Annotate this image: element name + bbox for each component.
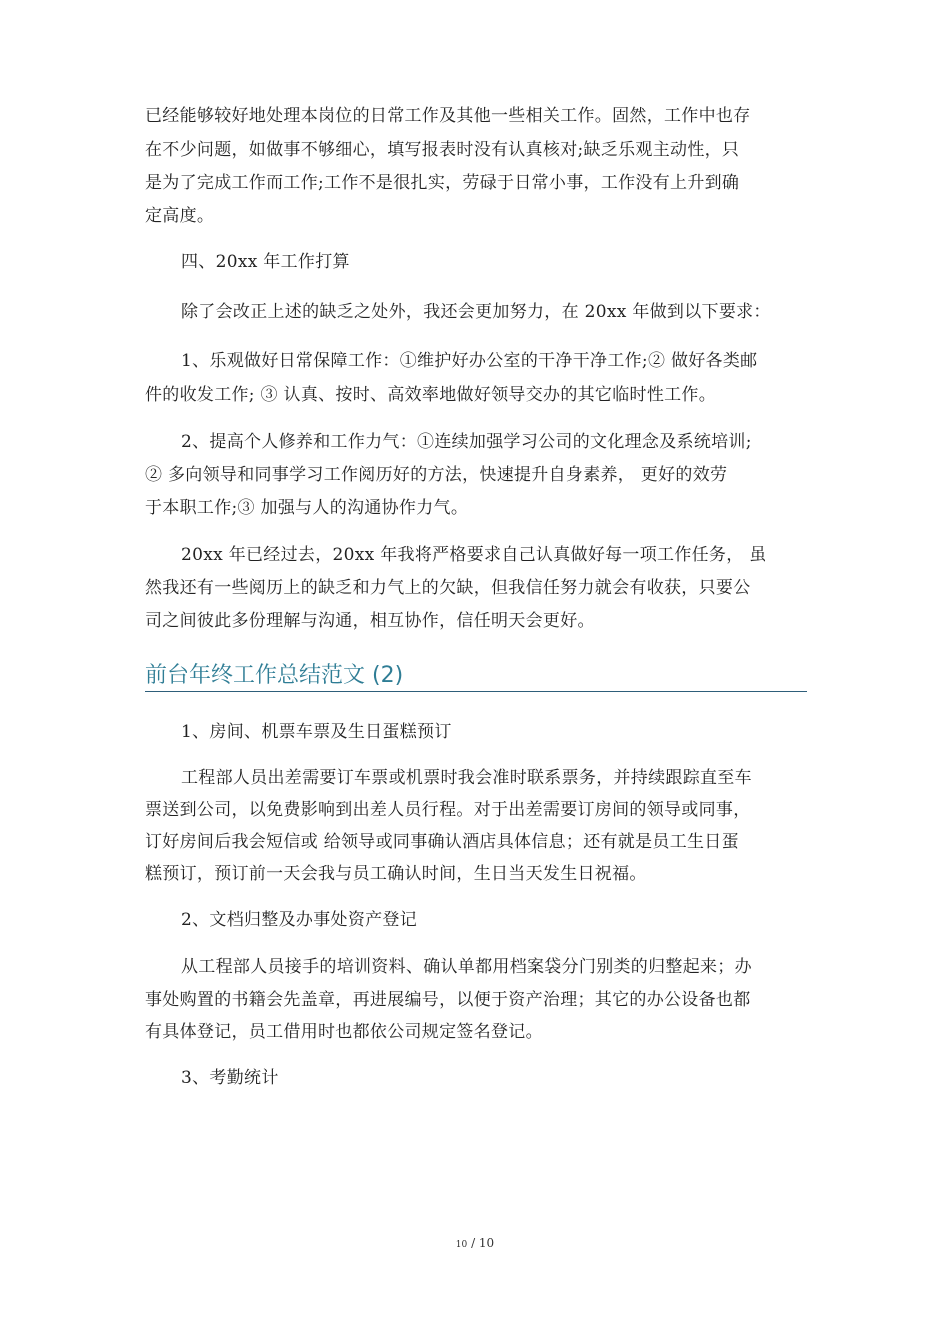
paragraph-line: 工程部人员出差需要订车票或机票时我会准时联系票务，并持续跟踪直至车 — [181, 768, 752, 788]
paragraph-line: 司之间彼此多份理解与沟通，相互协作，信任明天会更好。 — [145, 611, 595, 631]
subheading-attendance: 3、考勤统计 — [181, 1068, 279, 1088]
paragraph-line: ② 多向领导和同事学习工作阅历好的方法，快速提升自身素养， 更好的效劳 — [145, 465, 728, 485]
paragraph-line: 有具体登记，员工借用时也都依公司规定签名登记。 — [145, 1022, 543, 1042]
section-title-text: 前台年终工作总结范文 (2) — [145, 663, 404, 688]
page-separator: / — [467, 1236, 479, 1250]
paragraph-line: 定高度。 — [145, 206, 215, 226]
paragraph-line: 事处购置的书籍会先盖章，再进展编号，以便于资产治理；其它的办公设备也都 — [145, 990, 751, 1010]
paragraph-line: 2、提高个人修养和工作力气：①连续加强学习公司的文化理念及系统培训; — [181, 432, 752, 452]
paragraph-line: 然我还有一些阅历上的缺乏和力气上的欠缺，但我信任努力就会有收获，只要公 — [145, 578, 751, 598]
paragraph-line: 已经能够较好地处理本岗位的日常工作及其他一些相关工作。固然，工作中也存 — [145, 106, 751, 126]
page-current: 10 — [455, 1240, 468, 1250]
paragraph-line: 20xx 年已经过去，20xx 年我将严格要求自己认真做好每一项工作任务， 虽 — [181, 545, 767, 565]
page-number — [0, 1236, 950, 1250]
paragraph-line: 除了会改正上述的缺乏之处外，我还会更加努力，在 20xx 年做到以下要求： — [181, 302, 771, 322]
paragraph-line: 订好房间后我会短信或 给领导或同事确认酒店具体信息；还有就是员工生日蛋 — [145, 832, 739, 852]
paragraph-line: 1、乐观做好日常保障工作：①维护好办公室的干净干净工作;② 做好各类邮 — [181, 351, 758, 371]
paragraph-line: 糕预订，预订前一天会我与员工确认时间，生日当天发生日祝福。 — [145, 864, 647, 884]
paragraph-line: 在不少问题，如做事不够细心，填写报表时没有认真核对;缺乏乐观主动性，只 — [145, 140, 740, 160]
section-title — [145, 663, 807, 692]
page-total: 10 — [478, 1236, 495, 1250]
paragraph-line: 票送到公司，以免费影响到出差人员行程。对于出差需要订房间的领导或同事， — [145, 800, 751, 820]
subheading-booking: 1、房间、机票车票及生日蛋糕预订 — [181, 722, 452, 742]
subheading-documents: 2、文档归整及办事处资产登记 — [181, 910, 418, 930]
paragraph-line: 是为了完成工作而工作;工作不是很扎实，劳碌于日常小事，工作没有上升到确 — [145, 173, 740, 193]
paragraph-line: 于本职工作;③ 加强与人的沟通协作力气。 — [145, 498, 469, 518]
paragraph-line: 从工程部人员接手的培训资料、确认单都用档案袋分门别类的归整起来；办 — [181, 957, 752, 977]
paragraph-line: 件的收发工作; ③ 认真、按时、高效率地做好领导交办的其它临时性工作。 — [145, 385, 717, 405]
section-heading-plan: 四、20xx 年工作打算 — [181, 252, 350, 272]
